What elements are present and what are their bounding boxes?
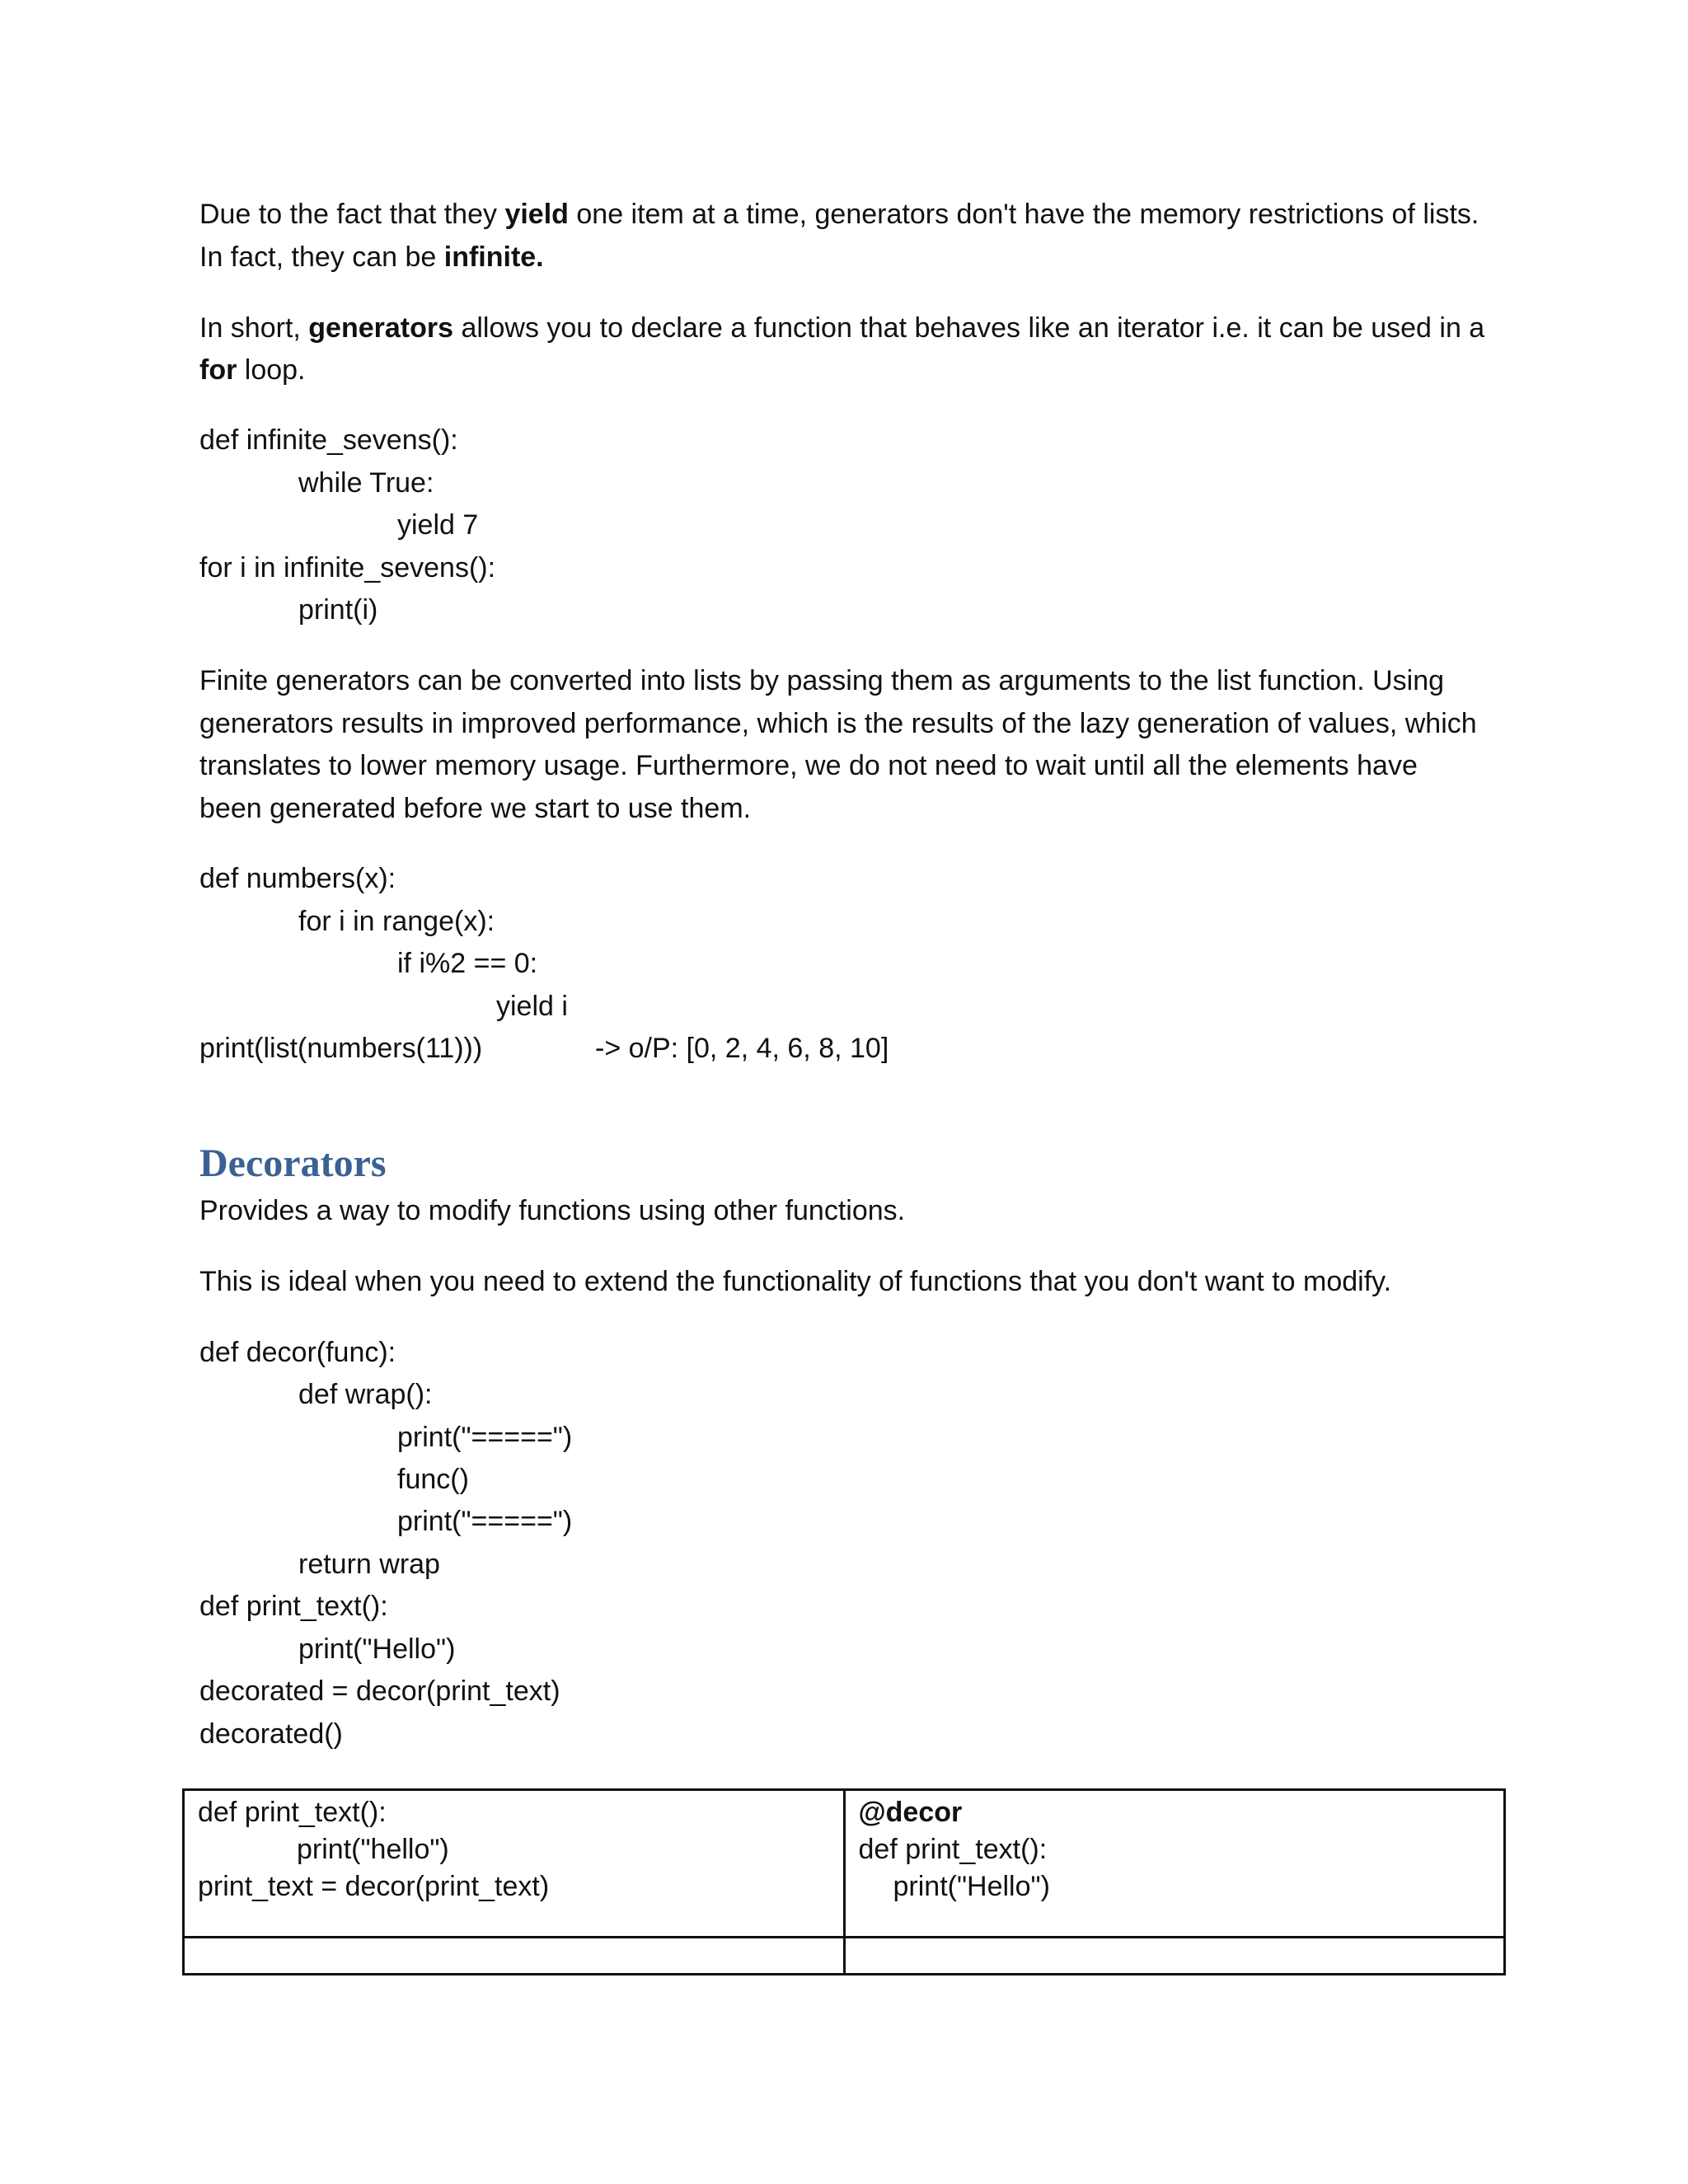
text-run: In short,: [199, 312, 309, 344]
code-output-annotation: -> o/P: [0, 2, 4, 6, 8, 10]: [595, 1033, 889, 1064]
comparison-table: [182, 1788, 1506, 1975]
code-line: print(list(numbers(11))): [199, 1033, 483, 1064]
paragraph-generators-summary-line2: [199, 354, 306, 387]
section-heading-decorators: Decorators: [199, 1141, 387, 1185]
bold-text-run: yield: [504, 199, 569, 230]
code-line: while True:: [298, 467, 434, 499]
paragraph-line: been generated before we start to use them.: [199, 793, 752, 824]
text-run: one item at a time, generators don't have the memory restrictions of lists.: [568, 199, 1479, 230]
code-line: yield 7: [397, 509, 479, 541]
code-line: yield i: [496, 991, 568, 1022]
text-run: loop.: [237, 354, 306, 386]
paragraph-decorators-use: This is ideal when you need to extend the functionality of functions that you don't want to modify.: [199, 1266, 1392, 1297]
code-line: def numbers(x):: [199, 863, 396, 894]
table-row: [184, 1790, 1505, 1938]
paragraph-decorators-intro: Provides a way to modify functions using other functions.: [199, 1195, 906, 1226]
code-line: print("====="): [397, 1506, 573, 1537]
text-run: In fact, they can be: [199, 241, 444, 273]
table-cell-decorator-syntax: [844, 1790, 1505, 1938]
text-run: Due to the fact that they: [199, 199, 505, 230]
paragraph-line: Finite generators can be converted into lists by passing them as arguments to the list function. Using: [199, 665, 1445, 696]
paragraph-generators-memory-line2: [199, 241, 544, 274]
code-line: def print_text():: [858, 1834, 1048, 1865]
paragraph-line: translates to lower memory usage. Furthermore, we do not need to wait until all the elements have: [199, 750, 1418, 781]
code-line: def infinite_sevens():: [199, 424, 458, 456]
code-line: print(i): [298, 594, 378, 626]
code-line: def print_text():: [199, 1591, 388, 1622]
code-line: if i%2 == 0:: [397, 948, 538, 979]
code-line: @decor: [858, 1797, 963, 1828]
table-row: [184, 1938, 1505, 1975]
code-line: def wrap():: [298, 1379, 433, 1410]
table-cell-empty: [844, 1938, 1505, 1975]
code-line: def print_text():: [198, 1797, 387, 1828]
code-line: print("====="): [397, 1422, 573, 1453]
table-cell-manual-decoration: [184, 1790, 845, 1938]
bold-text-run: generators: [308, 312, 454, 344]
table-cell-empty: [184, 1938, 845, 1975]
code-line: return wrap: [298, 1549, 440, 1580]
paragraph-generators-memory-line1: [199, 198, 1479, 231]
code-line: print("Hello"): [298, 1633, 456, 1665]
code-line: for i in infinite_sevens():: [199, 552, 496, 583]
code-line: decorated = decor(print_text): [199, 1675, 560, 1707]
code-line: def decor(func):: [199, 1337, 396, 1368]
bold-text-run: infinite.: [443, 241, 544, 273]
bold-text-run: for: [199, 354, 237, 386]
text-run: allows you to declare a function that behaves like an iterator i.e. it can be used in a: [453, 312, 1485, 344]
code-line: print_text = decor(print_text): [198, 1871, 550, 1902]
paragraph-line: generators results in improved performance, which is the results of the lazy generation of values, which: [199, 708, 1477, 739]
code-line: func(): [397, 1464, 469, 1495]
code-line: print("hello"): [297, 1834, 449, 1865]
paragraph-generators-summary-line1: [199, 312, 1484, 344]
code-line: print("Hello"): [893, 1871, 1050, 1902]
code-line: decorated(): [199, 1718, 343, 1750]
code-line: for i in range(x):: [298, 906, 495, 937]
